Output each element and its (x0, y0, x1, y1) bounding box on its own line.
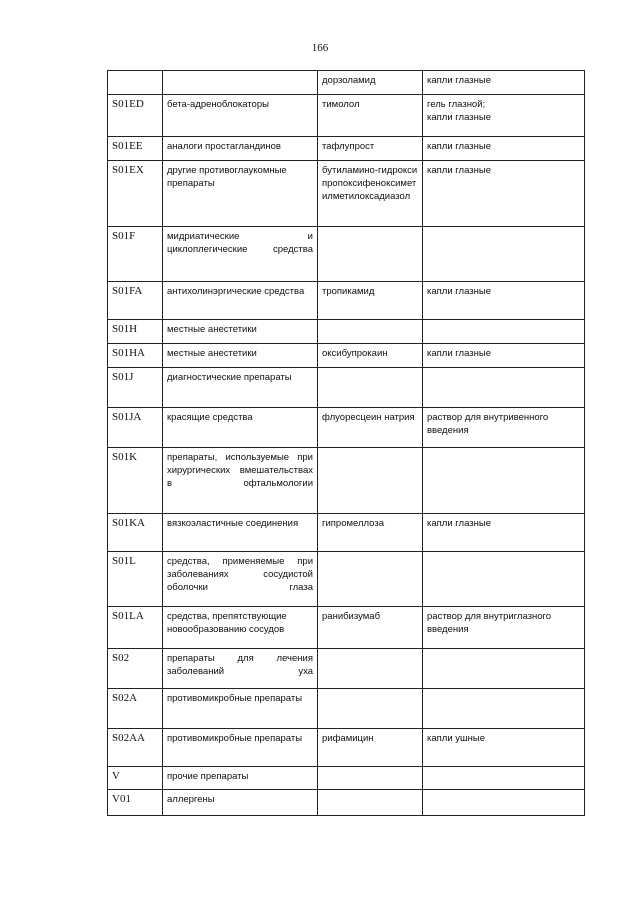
table-row (108, 514, 585, 552)
code-cell: S02AA (108, 729, 163, 767)
substance-cell: тафлупрост (318, 137, 423, 161)
form-cell: капли глазные (423, 344, 585, 368)
form-cell: капли глазные (423, 514, 585, 552)
form-cell (423, 790, 585, 816)
code-cell: S01EE (108, 137, 163, 161)
code-cell: V01 (108, 790, 163, 816)
substance-cell (318, 227, 423, 282)
table-row (108, 607, 585, 649)
table-row (108, 448, 585, 514)
form-cell (423, 227, 585, 282)
table-row (108, 368, 585, 408)
code-cell: S01F (108, 227, 163, 282)
form-cell: гель глазной; капли глазные (423, 95, 585, 137)
form-cell (423, 689, 585, 729)
substance-cell: флуоресцеин натрия (318, 408, 423, 448)
group-cell: мидриатические и циклоплегические средства (163, 227, 318, 282)
substance-cell (318, 448, 423, 514)
substance-cell: дорзоламид (318, 71, 423, 95)
substance-cell: оксибупрокаин (318, 344, 423, 368)
form-cell (423, 368, 585, 408)
form-cell: капли глазные (423, 137, 585, 161)
group-cell: диагностические препараты (163, 368, 318, 408)
group-cell: местные анестетики (163, 320, 318, 344)
code-cell: S01HA (108, 344, 163, 368)
table-row (108, 649, 585, 689)
form-cell: капли ушные (423, 729, 585, 767)
table-row (108, 227, 585, 282)
table-row (108, 161, 585, 227)
form-cell (423, 448, 585, 514)
group-cell: вязкоэластичные соединения (163, 514, 318, 552)
form-cell (423, 649, 585, 689)
code-cell: S01FA (108, 282, 163, 320)
code-cell: S02A (108, 689, 163, 729)
group-cell: антихолинэргические средства (163, 282, 318, 320)
substance-cell: бутиламино-гидроксипропоксифеноксиметилметилоксадиазол (318, 161, 423, 227)
code-cell: S01JA (108, 408, 163, 448)
drug-table-body (108, 71, 585, 816)
substance-cell (318, 689, 423, 729)
group-cell: противомикробные препараты (163, 689, 318, 729)
code-cell: S02 (108, 649, 163, 689)
group-cell: другие противоглаукомные препараты (163, 161, 318, 227)
substance-cell: тропикамид (318, 282, 423, 320)
group-cell: аналоги простагландинов (163, 137, 318, 161)
group-cell (163, 71, 318, 95)
form-cell: раствор для внутривенного введения (423, 408, 585, 448)
group-cell: препараты, используемые при хирургических вмешательствах в офтальмологии (163, 448, 318, 514)
group-cell: средства, препятствующие новообразованию сосудов (163, 607, 318, 649)
form-cell (423, 552, 585, 607)
form-cell: капли глазные (423, 161, 585, 227)
substance-cell (318, 790, 423, 816)
code-cell: S01H (108, 320, 163, 344)
code-cell: S01L (108, 552, 163, 607)
table-row (108, 344, 585, 368)
substance-cell: тимолол (318, 95, 423, 137)
table-row (108, 137, 585, 161)
table-row (108, 767, 585, 790)
table-row (108, 729, 585, 767)
table-row (108, 95, 585, 137)
substance-cell (318, 368, 423, 408)
substance-cell (318, 552, 423, 607)
form-cell (423, 320, 585, 344)
substance-cell: рифамицин (318, 729, 423, 767)
code-cell: S01EX (108, 161, 163, 227)
group-cell: бета-адреноблокаторы (163, 95, 318, 137)
page-number: 166 (311, 42, 329, 54)
table-row (108, 552, 585, 607)
code-cell: S01K (108, 448, 163, 514)
table-row (108, 71, 585, 95)
group-cell: средства, применяемые при заболеваниях сосудистой оболочки глаза (163, 552, 318, 607)
substance-cell (318, 649, 423, 689)
form-cell: капли глазные (423, 71, 585, 95)
substance-cell: гипромеллоза (318, 514, 423, 552)
code-cell: S01LA (108, 607, 163, 649)
table-row (108, 282, 585, 320)
group-cell: красящие средства (163, 408, 318, 448)
drug-table (107, 70, 585, 816)
substance-cell: ранибизумаб (318, 607, 423, 649)
table-row (108, 408, 585, 448)
code-cell (108, 71, 163, 95)
form-cell (423, 767, 585, 790)
substance-cell (318, 767, 423, 790)
form-cell: капли глазные (423, 282, 585, 320)
table-row (108, 790, 585, 816)
substance-cell (318, 320, 423, 344)
group-cell: местные анестетики (163, 344, 318, 368)
group-cell: противомикробные препараты (163, 729, 318, 767)
form-cell: раствор для внутриглазного введения (423, 607, 585, 649)
group-cell: прочие препараты (163, 767, 318, 790)
table-row (108, 689, 585, 729)
group-cell: препараты для лечения заболеваний уха (163, 649, 318, 689)
table-row (108, 320, 585, 344)
code-cell: S01J (108, 368, 163, 408)
group-cell: аллергены (163, 790, 318, 816)
code-cell: V (108, 767, 163, 790)
code-cell: S01ED (108, 95, 163, 137)
code-cell: S01KA (108, 514, 163, 552)
